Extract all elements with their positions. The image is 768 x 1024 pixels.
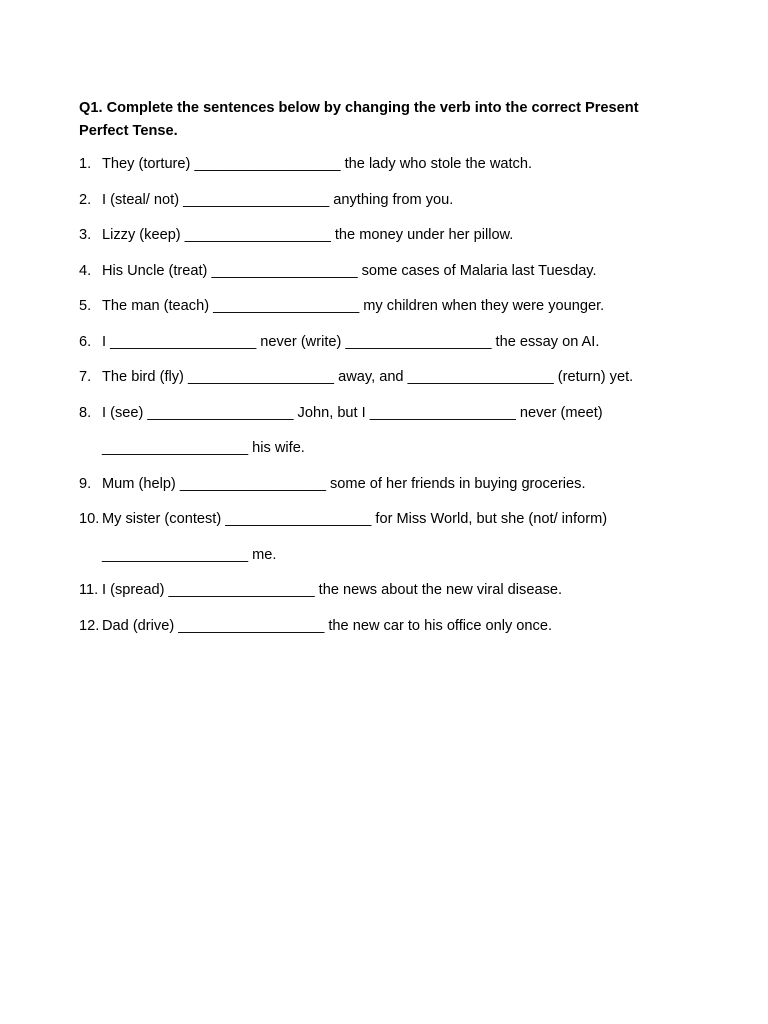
item-number: 6.	[79, 333, 92, 350]
item-text-continued: __________________ me.	[102, 546, 277, 563]
item-text: Mum (help) __________________ some of her friends in buying groceries.	[102, 475, 586, 492]
item-number: 9.	[79, 475, 92, 492]
item-text: My sister (contest) __________________ for Miss World, but she (not/ inform)	[102, 511, 608, 527]
item-number: 7.	[79, 369, 92, 385]
item-number: 4.	[79, 262, 92, 279]
list-item	[79, 365, 699, 401]
list-item	[79, 223, 699, 259]
item-text: His Uncle (treat) __________________ some cases of Malaria last Tuesday.	[102, 262, 597, 279]
item-number: 1.	[79, 156, 92, 172]
list-item	[79, 401, 699, 472]
list-item	[79, 472, 699, 508]
item-text-continued: __________________ his wife.	[102, 440, 305, 456]
item-number: 12.	[79, 617, 100, 634]
item-text: I (spread) __________________ the news about the new viral disease.	[102, 582, 563, 598]
list-item	[79, 259, 699, 295]
list-item	[79, 507, 699, 578]
sentence-list	[79, 152, 699, 649]
item-number: 8.	[79, 404, 92, 421]
question-title: Q1. Complete the sentences below by changing the verb into the correct Present Perfect Tense.	[79, 100, 639, 139]
item-text: I __________________ never (write) __________________ the essay on AI.	[102, 333, 600, 350]
item-text: The bird (fly) __________________ away, and __________________ (return) yet.	[102, 369, 634, 385]
item-number: 2.	[79, 191, 92, 208]
list-item	[79, 152, 699, 188]
list-item	[79, 614, 699, 650]
item-number: 10.	[79, 511, 100, 527]
list-item	[79, 330, 699, 366]
list-item	[79, 188, 699, 224]
item-number: 11.	[79, 582, 99, 598]
item-text: They (torture) __________________ the lady who stole the watch.	[102, 156, 532, 172]
list-item	[79, 578, 699, 614]
item-text: Dad (drive) __________________ the new car to his office only once.	[102, 617, 553, 634]
item-text: Lizzy (keep) __________________ the money under her pillow.	[102, 227, 514, 243]
item-number: 5.	[79, 298, 92, 314]
item-number: 3.	[79, 227, 92, 243]
item-text: I (see) __________________ John, but I __________________ never (meet)	[102, 404, 603, 421]
item-text: The man (teach) __________________ my children when they were younger.	[102, 298, 605, 314]
list-item	[79, 294, 699, 330]
item-text: I (steal/ not) __________________ anything from you.	[102, 191, 454, 208]
